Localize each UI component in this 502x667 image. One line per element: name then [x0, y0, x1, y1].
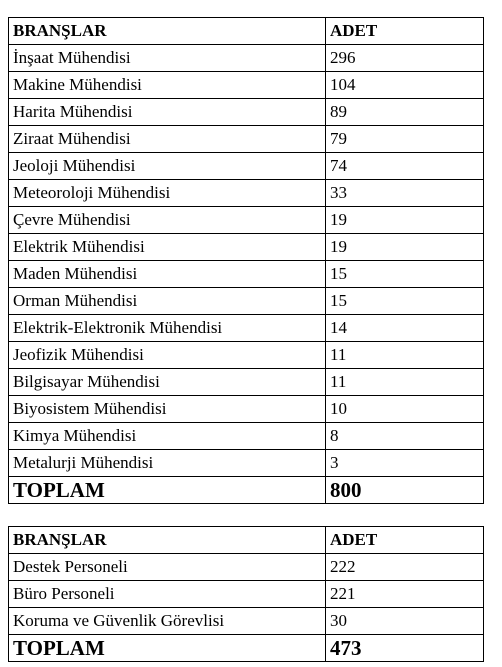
header-count: ADET — [326, 527, 484, 554]
count-cell: 19 — [326, 207, 484, 234]
branch-cell: Bilgisayar Mühendisi — [9, 369, 326, 396]
branch-cell: Büro Personeli — [9, 581, 326, 608]
count-cell: 221 — [326, 581, 484, 608]
table-row — [9, 153, 484, 180]
total-value: 473 — [326, 635, 484, 662]
branch-cell: Ziraat Mühendisi — [9, 126, 326, 153]
total-row — [9, 635, 484, 662]
table-header-row — [9, 527, 484, 554]
count-cell: 3 — [326, 450, 484, 477]
count-cell: 222 — [326, 554, 484, 581]
branch-cell: Maden Mühendisi — [9, 261, 326, 288]
branch-cell: İnşaat Mühendisi — [9, 45, 326, 72]
table-row — [9, 581, 484, 608]
count-cell: 14 — [326, 315, 484, 342]
total-label: TOPLAM — [9, 635, 326, 662]
branch-cell: Metalurji Mühendisi — [9, 450, 326, 477]
branch-cell: Çevre Mühendisi — [9, 207, 326, 234]
count-cell: 30 — [326, 608, 484, 635]
branch-cell: Elektrik Mühendisi — [9, 234, 326, 261]
table-row — [9, 72, 484, 99]
table-row — [9, 450, 484, 477]
branch-cell: Orman Mühendisi — [9, 288, 326, 315]
table-row — [9, 207, 484, 234]
branch-cell: Jeoloji Mühendisi — [9, 153, 326, 180]
table-row — [9, 234, 484, 261]
count-cell: 11 — [326, 342, 484, 369]
table-row — [9, 261, 484, 288]
branch-cell: Makine Mühendisi — [9, 72, 326, 99]
table-row — [9, 126, 484, 153]
count-cell: 104 — [326, 72, 484, 99]
total-row — [9, 477, 484, 504]
count-cell: 33 — [326, 180, 484, 207]
count-cell: 15 — [326, 288, 484, 315]
table-row — [9, 315, 484, 342]
count-cell: 19 — [326, 234, 484, 261]
table-row — [9, 99, 484, 126]
count-cell: 10 — [326, 396, 484, 423]
count-cell: 89 — [326, 99, 484, 126]
branch-cell: Elektrik-Elektronik Mühendisi — [9, 315, 326, 342]
header-count: ADET — [326, 18, 484, 45]
branch-cell: Destek Personeli — [9, 554, 326, 581]
table-row — [9, 369, 484, 396]
count-cell: 79 — [326, 126, 484, 153]
count-cell: 15 — [326, 261, 484, 288]
branch-cell: Harita Mühendisi — [9, 99, 326, 126]
table-row — [9, 396, 484, 423]
table-row — [9, 180, 484, 207]
total-label: TOPLAM — [9, 477, 326, 504]
count-cell: 8 — [326, 423, 484, 450]
table-row — [9, 608, 484, 635]
branch-cell: Biyosistem Mühendisi — [9, 396, 326, 423]
count-cell: 74 — [326, 153, 484, 180]
header-branches: BRANŞLAR — [9, 527, 326, 554]
total-value: 800 — [326, 477, 484, 504]
table-header-row — [9, 18, 484, 45]
table-row — [9, 342, 484, 369]
table-row — [9, 554, 484, 581]
table-row — [9, 45, 484, 72]
branch-cell: Meteoroloji Mühendisi — [9, 180, 326, 207]
branch-cell: Koruma ve Güvenlik Görevlisi — [9, 608, 326, 635]
staff-branch-table — [8, 526, 484, 662]
table-row — [9, 423, 484, 450]
branch-cell: Jeofizik Mühendisi — [9, 342, 326, 369]
count-cell: 11 — [326, 369, 484, 396]
count-cell: 296 — [326, 45, 484, 72]
table-row — [9, 288, 484, 315]
header-branches: BRANŞLAR — [9, 18, 326, 45]
engineer-branch-table — [8, 17, 484, 504]
branch-cell: Kimya Mühendisi — [9, 423, 326, 450]
